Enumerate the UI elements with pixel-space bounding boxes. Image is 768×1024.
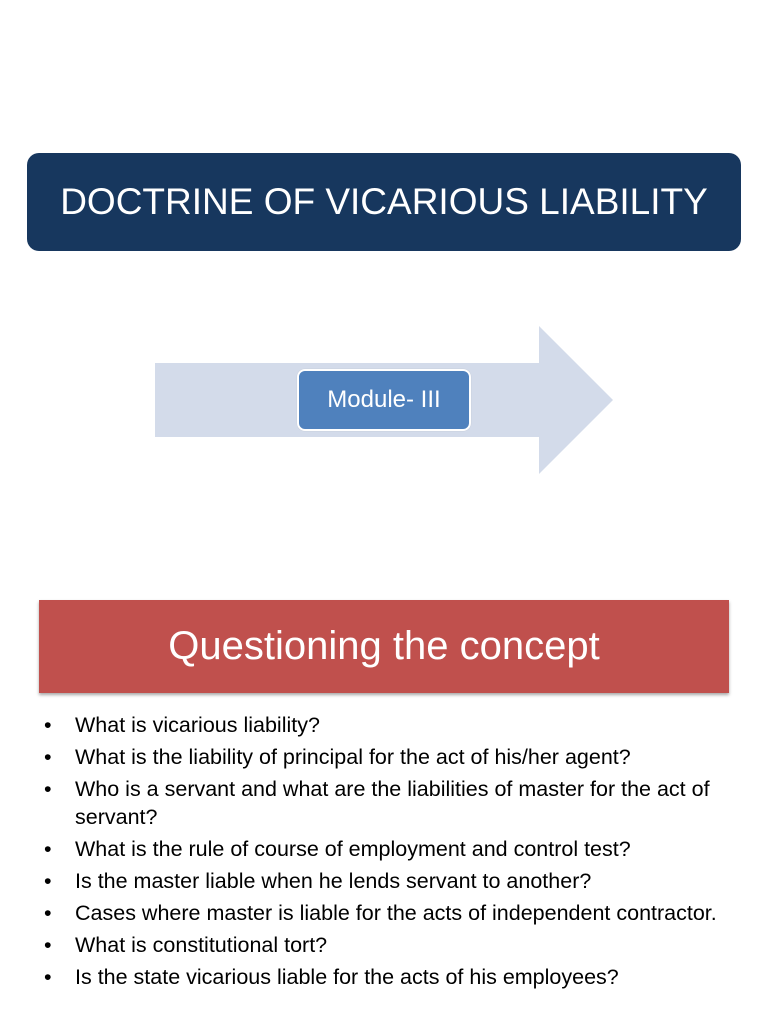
section-heading-banner (39, 600, 729, 693)
bullet-icon: • (44, 901, 52, 925)
bullet-icon: • (44, 965, 52, 989)
list-item (44, 931, 744, 959)
module-label: Module- III (327, 386, 441, 413)
list-item-text: Is the master liable when he lends servant to another? (75, 869, 592, 893)
bullet-icon: • (44, 745, 52, 769)
list-item (44, 835, 744, 863)
list-item (44, 963, 744, 991)
bullet-icon: • (44, 869, 52, 893)
list-item (44, 743, 744, 771)
slide-title: DOCTRINE OF VICARIOUS LIABILITY (60, 181, 708, 222)
list-item-text: What is the liability of principal for the act of his/her agent? (75, 745, 631, 769)
question-list (44, 711, 744, 995)
list-item-text: What is vicarious liability? (75, 713, 320, 737)
title-banner (27, 153, 741, 251)
bullet-icon: • (44, 777, 52, 801)
list-item-text: Cases where master is liable for the acts of independent contractor. (75, 901, 717, 925)
list-item-text: Who is a servant and what are the liabilities of master for the act of servant? (75, 777, 710, 829)
bullet-icon: • (44, 713, 52, 737)
bullet-icon: • (44, 837, 52, 861)
bullet-icon: • (44, 933, 52, 957)
module-badge (297, 369, 471, 431)
section-heading: Questioning the concept (168, 624, 600, 668)
list-item-text: What is constitutional tort? (75, 933, 328, 957)
list-item (44, 899, 744, 927)
list-item-text: What is the rule of course of employment and control test? (75, 837, 631, 861)
list-item (44, 775, 744, 831)
list-item (44, 711, 744, 739)
list-item-text: Is the state vicarious liable for the acts of his employees? (75, 965, 619, 989)
list-item (44, 867, 744, 895)
